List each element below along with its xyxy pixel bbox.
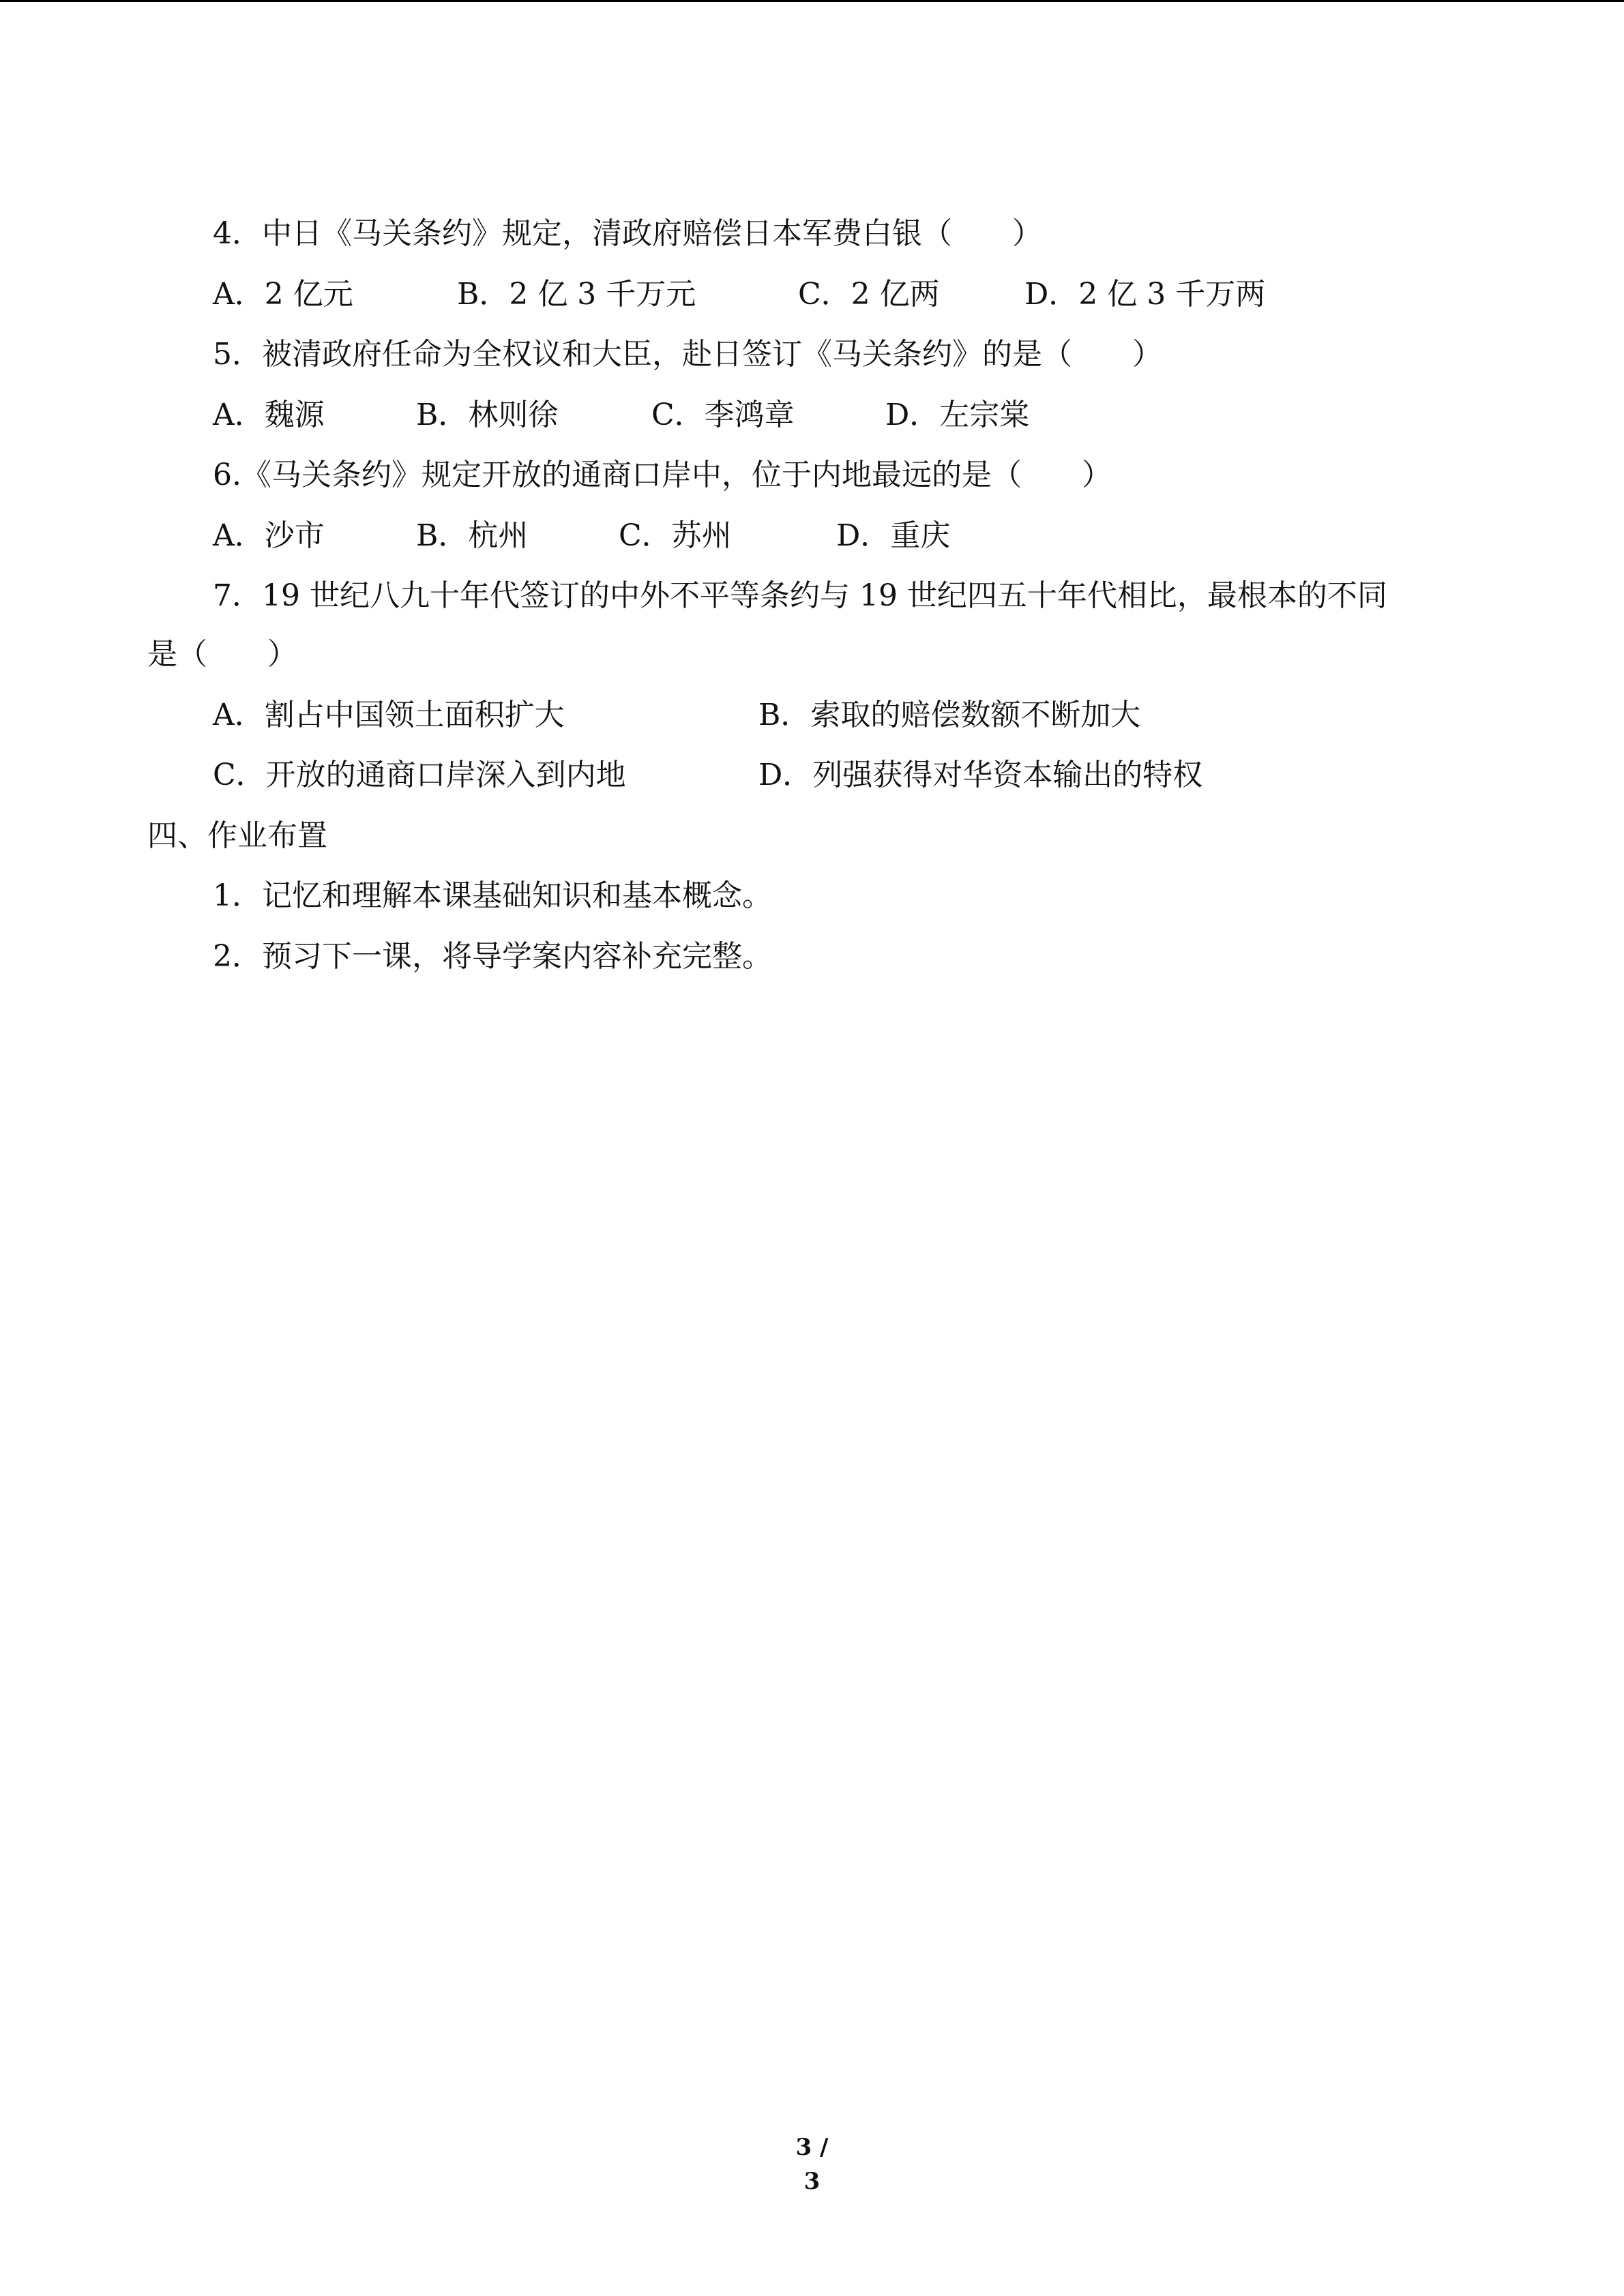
question-5-option-d: D．左宗棠 xyxy=(885,398,1030,432)
question-6-stem: 6.《马关条约》规定开放的通商口岸中，位于内地最远的是（ ） xyxy=(213,458,1112,492)
question-5-stem: 5．被清政府任命为全权议和大臣，赴日签订《马关条约》的是（ ） xyxy=(213,337,1162,372)
page-top-border xyxy=(0,0,1624,2)
question-5-option-b: B．林则徐 xyxy=(416,398,559,432)
question-6-option-a: A．沙市 xyxy=(213,518,325,553)
question-4-option-b: B．2 亿 3 千万元 xyxy=(457,277,696,312)
question-7-option-a: A．割占中国领土面积扩大 xyxy=(213,698,565,732)
question-4-option-a: A．2 亿元 xyxy=(213,277,353,312)
question-4-stem: 4．中日《马关条约》规定，清政府赔偿日本军费白银（ ） xyxy=(213,216,1042,251)
question-7-stem-line-2: 是（ ） xyxy=(147,637,297,672)
homework-heading: 四、作业布置 xyxy=(147,818,327,853)
question-5-option-a: A．魏源 xyxy=(213,398,325,432)
question-6-option-d: D．重庆 xyxy=(836,518,951,553)
homework-item-2: 2．预习下一课，将导学案内容补充完整。 xyxy=(213,939,772,974)
question-5-option-c: C．李鸿章 xyxy=(651,398,795,432)
question-7-option-b: B．索取的赔偿数额不断加大 xyxy=(758,698,1141,732)
homework-item-1: 1．记忆和理解本课基础知识和基本概念。 xyxy=(213,878,772,913)
question-7-option-d: D．列强获得对华资本输出的特权 xyxy=(758,758,1203,792)
question-7-option-c: C．开放的通商口岸深入到内地 xyxy=(213,758,626,792)
question-6-option-c: C．苏州 xyxy=(619,518,732,553)
page-number: 3 / 3 xyxy=(795,2134,829,2195)
question-4-option-d: D．2 亿 3 千万两 xyxy=(1024,277,1266,312)
question-4-option-c: C．2 亿两 xyxy=(798,277,940,312)
question-7-stem-line-1: 7．19 世纪八九十年代签订的中外不平等条约与 19 世纪四五十年代相比，最根本的不同 xyxy=(213,578,1387,613)
question-6-option-b: B．杭州 xyxy=(416,518,529,553)
